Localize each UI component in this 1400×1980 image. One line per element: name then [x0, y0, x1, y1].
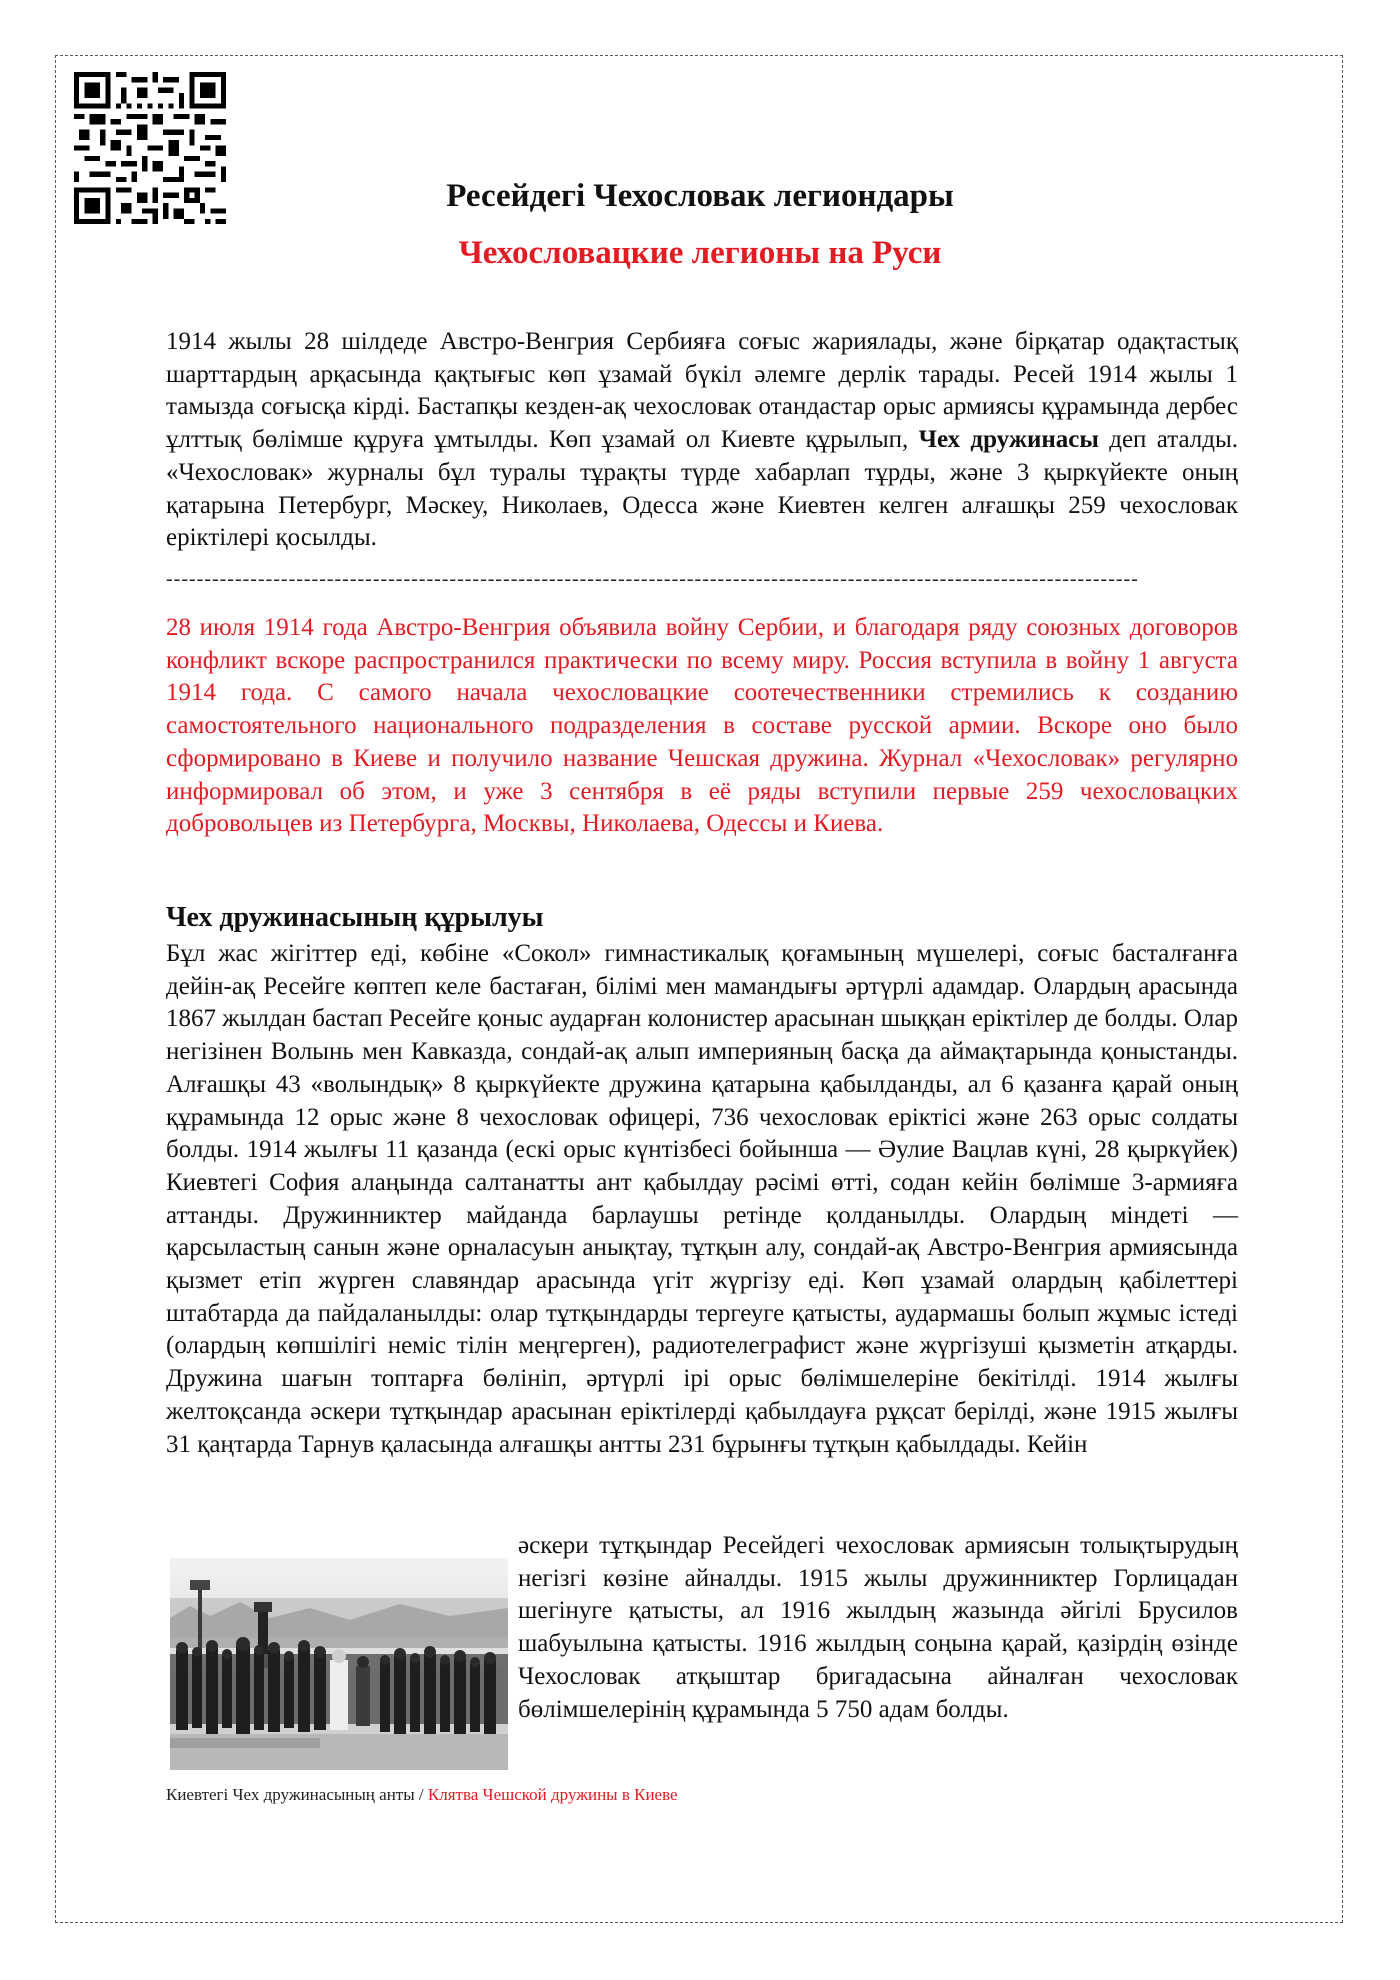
caption-russian: Клятва Чешской дружины в Киеве [427, 1785, 678, 1804]
oath-ceremony-photo [170, 1558, 508, 1770]
section-heading: Чех дружинасының құрылуы [166, 902, 544, 933]
body-paragraph-kazakh: Бұл жас жігіттер еді, көбіне «Сокол» гимнастикалық қоғамының мүшелері, соғыс басталғанға дейін-ақ Ресейге көптеп келе бастаған, білімі мен мамандығы әртүрлі адамдар. Олардың арасында 1867 жылдан бастап Ресейге қоныс аударған колонистер арасынан шыққан еріктілер де болды. Олар негізінен Волынь мен Кавказда, сондай-ақ алып империяның басқа да аймақтарында қоныстанды. Алғашқы 43 «волындық» 8 қыркүйекте дружина қатарына қабылданды, ал 6 қазанға қарай оның құрамында 12 орыс және 8 чехословак офицері, 736 чехословак еріктісі және 263 орыс солдаты болды. 1914 жылғы 11 қазанда (ескі орыс күнтізбесі бойынша — Әулие Вацлав күні, 28 қыркүйек) Киевтегі София алаңында салтанатты ант қабылдау рәсімі өтті, содан кейін бөлімше 3-армияға аттанды. Дружинниктер майданда барлаушы ретінде қолданылды. Олардың міндеті — қарсыластың санын және орналасуын анықтау, тұтқын алу, сондай-ақ Австро-Венгрия армиясында қызмет етіп жүрген славяндар арасында үгіт жүргізу еді. Көп ұзамай олардың қабілеттері штабтарда да пайдаланылды: олар тұтқындарды тергеуге қатысты, аудармашы болып жұмыс істеді (олардың көпшілігі неміс тілін меңгерген), радиотелеграфист және жүргізуші қызметін атқарды. Дружина шағын топтарға бөлініп, әртүрлі ірі орыс бөлімшелеріне бекітілді. 1914 жылғы желтоқсанда әскери тұтқындар арасынан еріктілерді қабылдауға рұқсат берілді, және 1915 жылғы 31 қаңтарда Тарнув қаласында алғашқы антты 231 бұрынғы тұтқын қабылдады. Кейін [166, 940, 1238, 1458]
body-paragraph-kazakh-continued: әскери тұтқындар Ресейдегі чехословак армиясын толықтырудың негізгі көзіне айналды. 1915 жылы дружинниктер Горлицадан шегінуге қатысты, ал 1916 жылдың жазында әйгілі Брусилов шабуылына қатысты. 1916 жылдың соңына қарай, қазірдің өзінде Чехословак атқыштар бригадасына айналған чехословак бөлімшелерінің құрамында 5 750 адам болды. [518, 1532, 1238, 1723]
intro-paragraph-kazakh [166, 326, 1238, 555]
photo-caption [166, 1785, 678, 1805]
title-kazakh: Ресейдегі Чехословак легиондары [446, 178, 954, 214]
title-russian: Чехословацкие легионы на Руси [458, 235, 942, 271]
intro-paragraph-russian: 28 июля 1914 года Австро-Венгрия объявила войну Сербии, и благодаря ряду союзных договоров конфликт вскоре распространился практически по всему миру. Россия вступила в войну 1 августа 1914 года. С самого начала чехословацкие соотечественники стремились к созданию самостоятельного национального подразделения в составе русской армии. Вскоре оно было сформировано в Киеве и получило название Чешская дружина. Журнал «Чехословак» регулярно информировал об этом, и уже 3 сентября в её ряды вступили первые 259 чехословацких добровольцев из Петербурга, Москвы, Николаева, Одессы и Киева. [166, 614, 1238, 838]
intro-bold-term: Чех дружинасы [918, 426, 1099, 454]
caption-kazakh: Киевтегі Чех дружинасының анты [166, 1785, 415, 1804]
caption-separator: / [414, 1785, 428, 1804]
intro-text-start: 1914 жылы 28 шілдеде Австро-Венгрия Сербияға соғыс жариялады, және бірқатар одақтастық шарттардың арқасында қақтығыс көп ұзамай бүкіл әлемге дерлік тарады. Ресей 1914 жылы 1 тамызда соғысқа кірді. Бастапқы кезден-ақ чехословак отандастар орыс армиясы құрамында дербес ұлттық бөлімше құруға ұмтылды. Көп ұзамай ол Киевте құрылып, [166, 328, 1238, 454]
dashed-separator: ------------------------------------------------------------------------------------------------------------------------------- [166, 568, 1139, 590]
intro-text-end: деп аталды. «Чехословак» журналы бұл туралы тұрақты түрде хабарлап тұрды, және 3 қыркүйекте оның қатарына Петербург, Мәскеу, Николаев, Одесса және Киевтен келген алғашқы 259 чехословак еріктілері қосылды. [166, 426, 1238, 552]
